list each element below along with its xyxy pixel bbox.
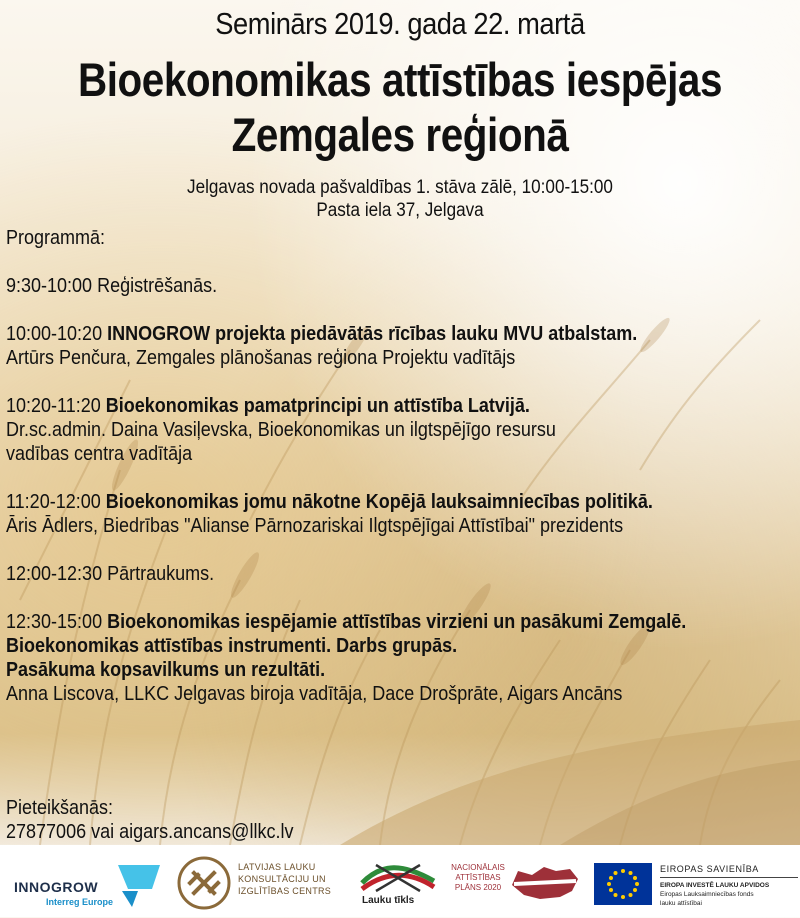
item-time: 12:00-12:30 bbox=[6, 563, 103, 585]
program-item-1 bbox=[6, 322, 780, 346]
innogrow-sub: Interreg Europe bbox=[46, 897, 114, 907]
program-item-registration bbox=[6, 274, 780, 298]
eu-line-4: lauku attīstībai bbox=[660, 900, 702, 907]
llkc-emblem-icon bbox=[176, 855, 232, 911]
lauku-tikls-logo bbox=[356, 859, 440, 911]
item-title: Reģistrēšanās. bbox=[97, 275, 218, 297]
item-title: Pārtraukums. bbox=[107, 563, 215, 585]
item-time: 9:30-10:00 bbox=[6, 275, 93, 297]
program-heading: Programmā: bbox=[6, 227, 106, 249]
nap-line-2: ATTĪSTĪBAS bbox=[455, 873, 501, 882]
signup-contact[interactable]: 27877006 vai aigars.ancans@llkc.lv bbox=[6, 821, 294, 843]
venue-line-2: Pasta iela 37, Jelgava bbox=[316, 200, 484, 221]
item-time: 11:20-12:00 bbox=[6, 491, 101, 513]
seminar-title bbox=[56, 52, 744, 162]
program bbox=[6, 226, 780, 706]
nap-logo bbox=[450, 863, 580, 909]
program-item-2 bbox=[6, 394, 780, 418]
program-item-3 bbox=[6, 490, 780, 514]
seminar-date: Seminārs 2019. gada 22. martā bbox=[215, 6, 585, 41]
innogrow-name: INNOGROW bbox=[14, 879, 99, 895]
llkc-line-2: KONSULTĀCIJU UN bbox=[238, 874, 326, 884]
program-item-break bbox=[6, 562, 780, 586]
llkc-line-1: LATVIJAS LAUKU bbox=[238, 862, 316, 872]
innogrow-logo bbox=[12, 863, 162, 913]
item-title: Bioekonomikas jomu nākotne Kopējā lauksaimniecības politikā. bbox=[105, 491, 653, 513]
llkc-logo bbox=[176, 855, 366, 911]
eu-line-1: EIROPAS SAVIENĪBA bbox=[660, 863, 798, 878]
item-title: Bioekonomikas pamatprincipi un attīstība Latvijā. bbox=[105, 395, 530, 417]
item-title: Bioekonomikas iespējamie attīstības virzieni un pasākumi Zemgalē. bbox=[107, 611, 687, 633]
lauku-tikls-name: Lauku tīkls bbox=[362, 895, 415, 906]
item-speaker: Āris Ādlers, Biedrības "Alianse Pārnozariskai Ilgtspējīgai Attīstībai" prezidents bbox=[6, 515, 624, 537]
signup-label: Pieteikšanās: bbox=[6, 797, 114, 819]
eu-line-3: Eiropas Lauksaimniecības fonds bbox=[660, 891, 754, 898]
lauku-tikls-mark-icon bbox=[356, 859, 440, 893]
eu-flag-icon bbox=[594, 863, 652, 905]
item-time: 12:30-15:00 bbox=[6, 611, 103, 633]
venue-info bbox=[40, 176, 760, 222]
program-item-final bbox=[6, 610, 780, 634]
eu-logo bbox=[594, 863, 798, 913]
partner-logos bbox=[0, 845, 800, 917]
latvia-map-icon bbox=[510, 865, 580, 901]
signup-info bbox=[6, 796, 456, 844]
venue-line-1: Jelgavas novada pašvaldības 1. stāva zālē, 10:00-15:00 bbox=[187, 177, 613, 198]
title-line-1: Bioekonomikas attīstības iespējas bbox=[77, 53, 723, 106]
item-speakers: Anna Liscova, LLKC Jelgavas biroja vadītāja, Dace Drošprāte, Aigars Ancāns bbox=[6, 683, 623, 705]
item-time: 10:00-10:20 bbox=[6, 323, 103, 345]
title-line-2: Zemgales reģionā bbox=[231, 108, 569, 161]
nap-line-1: NACIONĀLAIS bbox=[451, 863, 505, 872]
item-speaker-cont: vadības centra vadītāja bbox=[6, 443, 193, 465]
eu-line-2: EIROPA INVESTĒ LAUKU APVIDOS bbox=[660, 882, 770, 889]
item-title-cont: Bioekonomikas attīstības instrumenti. Darbs grupās. bbox=[6, 635, 458, 657]
item-title: INNOGROW projekta piedāvātās rīcības lauku MVU atbalstam. bbox=[107, 323, 638, 345]
llkc-line-3: IZGLĪTĪBAS CENTRS bbox=[238, 886, 332, 896]
item-speaker: Dr.sc.admin. Daina Vasiļevska, Bioekonomikas un ilgtspējīgo resursu bbox=[6, 419, 556, 441]
item-title-cont: Pasākuma kopsavilkums un rezultāti. bbox=[6, 659, 326, 681]
item-time: 10:20-11:20 bbox=[6, 395, 101, 417]
item-speaker: Artūrs Penčura, Zemgales plānošanas reģiona Projektu vadītājs bbox=[6, 347, 516, 369]
nap-line-3: PLĀNS 2020 bbox=[454, 883, 502, 892]
